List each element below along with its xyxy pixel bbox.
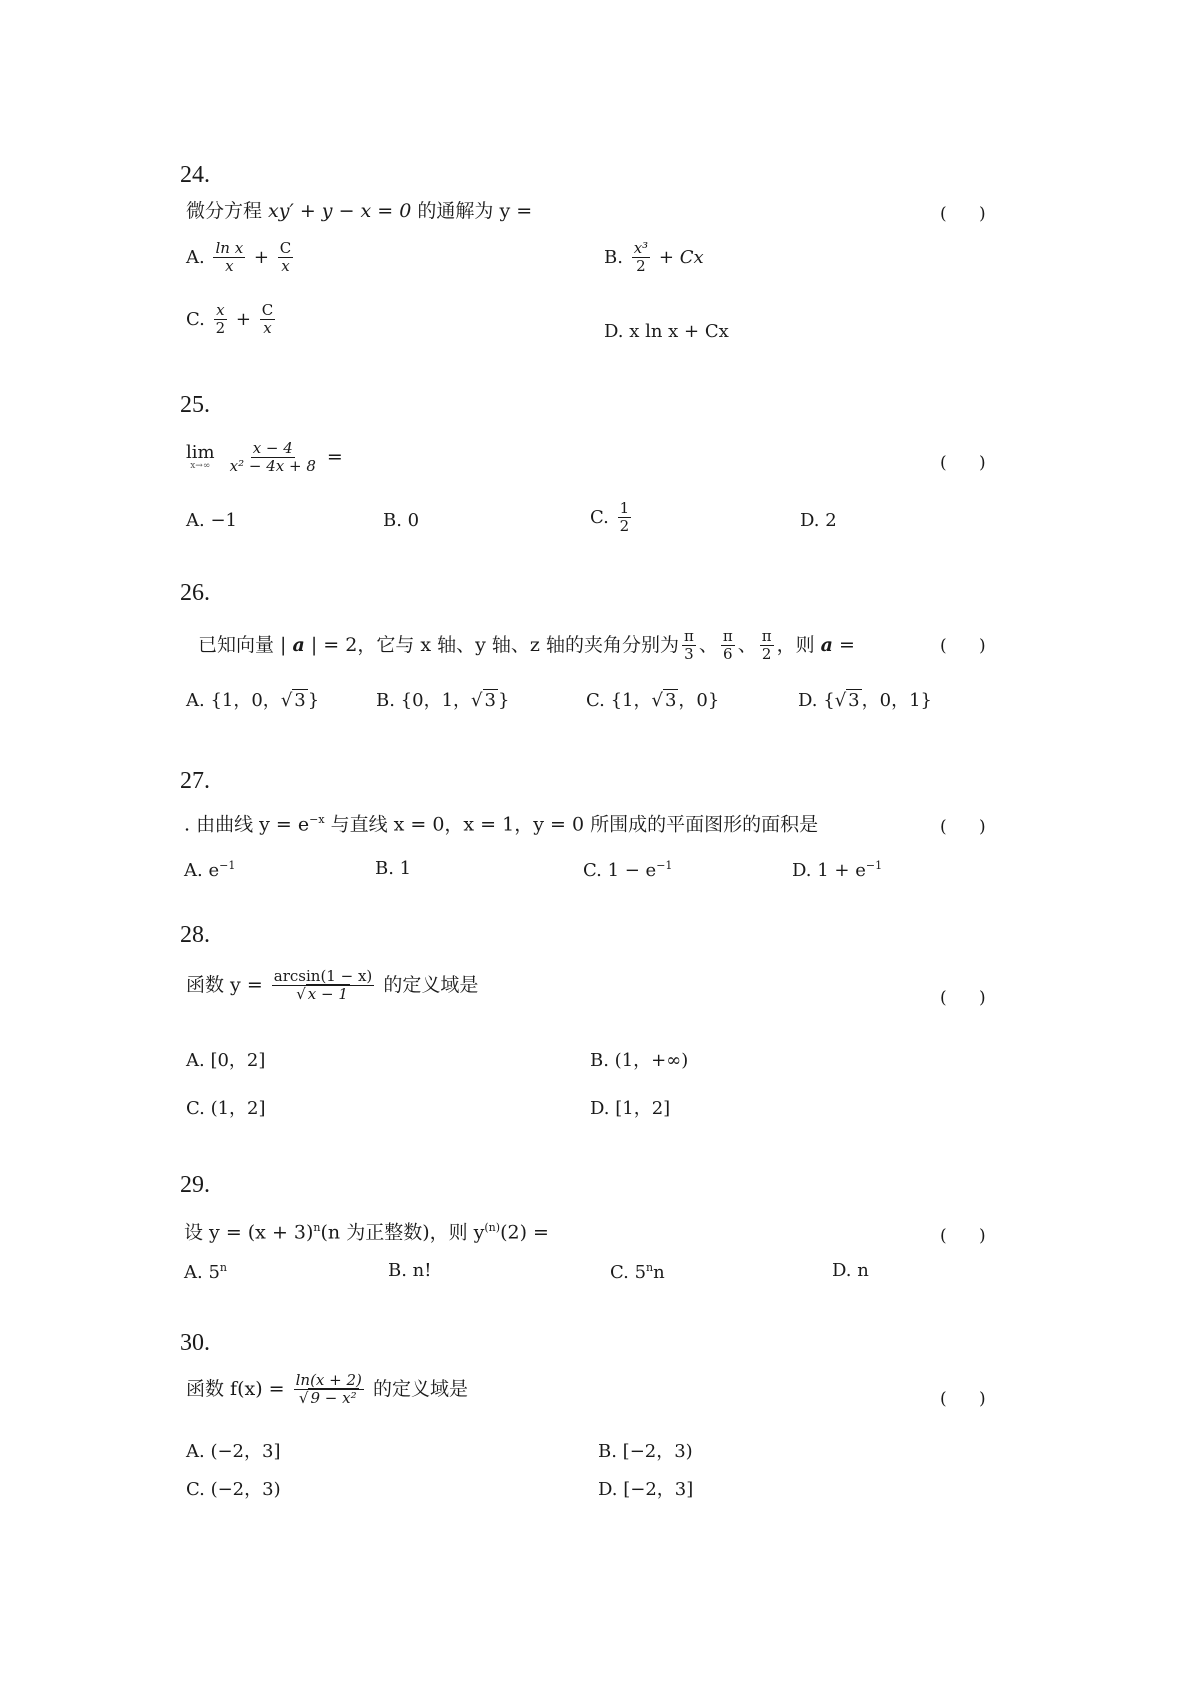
option-a: A. {1，0，√ 3 } xyxy=(186,690,320,711)
option-c: C. (−2，3) xyxy=(186,1479,281,1500)
numerator: π xyxy=(683,627,694,645)
fraction xyxy=(260,302,275,338)
question-stem xyxy=(186,202,532,221)
denominator: 2 xyxy=(619,517,630,536)
fraction xyxy=(214,302,228,338)
option-d: D. [−2，3] xyxy=(598,1479,694,1500)
vector-a: a xyxy=(292,633,305,656)
numerator: π xyxy=(761,627,772,645)
answer-blank: ( ) xyxy=(940,204,986,224)
option-text: D. { xyxy=(798,690,835,711)
fraction xyxy=(632,240,650,276)
question-stem xyxy=(184,814,818,834)
denominator: x xyxy=(281,257,290,276)
limit-word: lim xyxy=(186,442,215,464)
operator: + xyxy=(235,308,251,330)
option-d xyxy=(792,860,882,880)
numerator: C xyxy=(279,239,292,257)
numerator: x³ xyxy=(633,239,649,257)
separator: 、 xyxy=(737,633,757,656)
question-number: 24. xyxy=(180,162,210,188)
option-b: B. [−2，3) xyxy=(598,1441,693,1462)
limit xyxy=(186,444,215,471)
answer-blank: ( ) xyxy=(940,1226,986,1246)
option-text: C. 5 xyxy=(610,1262,647,1283)
question-number: 29. xyxy=(180,1172,210,1198)
option-a: A. −1 xyxy=(186,510,237,531)
stem-text: | = 2，它与 x 轴、y 轴、z 轴的夹角分别为 xyxy=(304,633,679,656)
radicand: 3 xyxy=(664,690,677,711)
option-a xyxy=(184,860,235,880)
option-text: ，0} xyxy=(678,690,720,711)
numerator: 1 xyxy=(619,499,630,517)
numerator: ln x xyxy=(215,239,244,257)
stem-text: 已知向量 | xyxy=(198,633,293,656)
exponent: −x xyxy=(309,813,325,826)
option-d: D. [1，2] xyxy=(590,1098,671,1119)
stem-text: 函数 y = xyxy=(186,973,263,996)
option-c xyxy=(583,860,672,880)
exponent: −1 xyxy=(656,859,673,872)
denominator: 2 xyxy=(761,645,772,664)
stem-text: 与直线 x = 0，x = 1，y = 0 所围成的平面图形的面积是 xyxy=(324,813,819,836)
question-stem xyxy=(186,440,343,476)
option-b: B. n! xyxy=(388,1260,432,1281)
numerator: arcsin(1 − x) xyxy=(273,967,373,985)
fraction xyxy=(721,628,735,664)
stem-text: 函数 f(x) = xyxy=(186,1377,285,1400)
option-d: D. n xyxy=(832,1260,869,1281)
option-b xyxy=(604,240,704,276)
option-text: A. 5 xyxy=(184,1262,220,1283)
stem-text: 设 y = (x + 3) xyxy=(184,1221,314,1244)
stem-text: 的定义域是 xyxy=(383,973,479,996)
option-text: + Cx xyxy=(658,246,704,268)
exponent: −1 xyxy=(865,859,883,872)
numerator: π xyxy=(722,627,733,645)
question-stem xyxy=(184,1222,549,1242)
exponent: (n) xyxy=(484,1221,501,1234)
option-text: n xyxy=(653,1262,665,1283)
fraction xyxy=(760,628,774,664)
option-d: D. x ln x + Cx xyxy=(604,321,729,342)
radicand: 9 − x² xyxy=(310,1389,357,1408)
option-b: B. 1 xyxy=(375,858,412,879)
stem-text: (2) = xyxy=(500,1221,549,1244)
question-number: 26. xyxy=(180,580,210,606)
option-label: A. xyxy=(186,246,205,268)
numerator: x − 4 xyxy=(252,439,293,457)
option-c xyxy=(590,500,634,536)
question-number: 27. xyxy=(180,768,210,794)
radicand: x − 1 xyxy=(307,985,348,1004)
option-a xyxy=(184,1262,227,1282)
operator: + xyxy=(253,246,269,268)
option-b: B. {0，1，√ 3 } xyxy=(376,690,510,711)
option-label: C. xyxy=(590,506,609,528)
exponent: n xyxy=(313,1221,321,1234)
option-label: C. xyxy=(186,308,205,330)
radicand: 3 xyxy=(294,690,306,711)
fraction xyxy=(682,628,696,664)
question-stem xyxy=(198,628,855,664)
stem-text: (n 为正整数)，则 y xyxy=(320,1221,485,1244)
option-text: A. {1，0， xyxy=(186,690,281,711)
numerator: C xyxy=(261,301,274,319)
fraction xyxy=(278,240,293,276)
option-text: B. {0，1， xyxy=(376,690,472,711)
option-d: D. {√ 3 ，0，1} xyxy=(798,690,932,711)
fraction xyxy=(228,440,318,476)
stem-text: = xyxy=(832,633,855,656)
answer-blank: ( ) xyxy=(940,453,986,473)
answer-blank: ( ) xyxy=(940,817,986,837)
denominator: 3 xyxy=(684,645,694,664)
option-c xyxy=(610,1262,665,1282)
question-number: 30. xyxy=(180,1330,210,1356)
denominator: 2 xyxy=(215,319,226,338)
stem-text: 的定义域是 xyxy=(372,1377,468,1400)
stem-equation: xy′ + y − x = 0 xyxy=(268,200,412,222)
fraction xyxy=(618,500,632,536)
option-text: D. 1 + e xyxy=(792,860,866,881)
fraction xyxy=(213,240,245,276)
question-number: 28. xyxy=(180,922,210,948)
denominator: x xyxy=(263,319,272,338)
vector-a: a xyxy=(820,633,833,656)
stem-text: . 由曲线 y = e xyxy=(184,813,310,836)
option-c: C. (1，2] xyxy=(186,1098,266,1119)
denominator: 6 xyxy=(722,645,733,664)
answer-blank: ( ) xyxy=(940,988,986,1008)
operator: = xyxy=(326,445,343,468)
denominator: 2 xyxy=(636,257,646,276)
option-text: C. {1， xyxy=(586,690,652,711)
option-d: D. 2 xyxy=(800,510,837,531)
denominator: x xyxy=(225,257,234,276)
option-a: A. [0，2] xyxy=(186,1050,266,1071)
numerator: ln(x + 2) xyxy=(295,1371,362,1389)
fraction: $\frac{\ln(x + 2)}{\text{√ 9 − x²}}$ xyxy=(295,1371,362,1408)
limit-subscript: x→∞ xyxy=(190,461,211,472)
option-a xyxy=(186,240,296,276)
answer-blank: ( ) xyxy=(940,636,986,656)
radicand: 3 xyxy=(848,690,860,711)
option-text: } xyxy=(497,690,510,711)
option-a: A. (−2，3] xyxy=(186,1441,281,1462)
exponent: n xyxy=(646,1261,654,1274)
option-b: B. 0 xyxy=(383,510,420,531)
option-text: ，0，1} xyxy=(861,690,932,711)
question-stem xyxy=(186,968,478,1004)
denominator: x² − 4x + 8 xyxy=(229,457,316,476)
exponent: n xyxy=(219,1261,227,1274)
exponent: −1 xyxy=(219,859,236,872)
stem-text: 的通解为 y = xyxy=(411,200,533,222)
separator: 、 xyxy=(698,633,718,656)
radicand: 3 xyxy=(484,690,496,711)
stem-text: ，则 xyxy=(776,633,821,656)
option-c: C. {1，√ 3 ，0} xyxy=(586,690,720,711)
numerator: x xyxy=(216,301,225,319)
option-label: B. xyxy=(604,246,623,268)
option-b: B. (1，+∞) xyxy=(590,1050,689,1071)
option-c xyxy=(186,302,278,338)
option-text: C. 1 − e xyxy=(583,860,657,881)
fraction: $\frac{\arcsin(1 - x)}{√ x - 1}$ xyxy=(273,967,373,1004)
answer-blank: ( ) xyxy=(940,1389,986,1409)
question-number: 25. xyxy=(180,392,210,418)
stem-text: 微分方程 xyxy=(186,200,269,222)
option-text: } xyxy=(307,690,320,711)
question-stem xyxy=(186,1372,468,1408)
option-text: A. e xyxy=(184,860,220,881)
